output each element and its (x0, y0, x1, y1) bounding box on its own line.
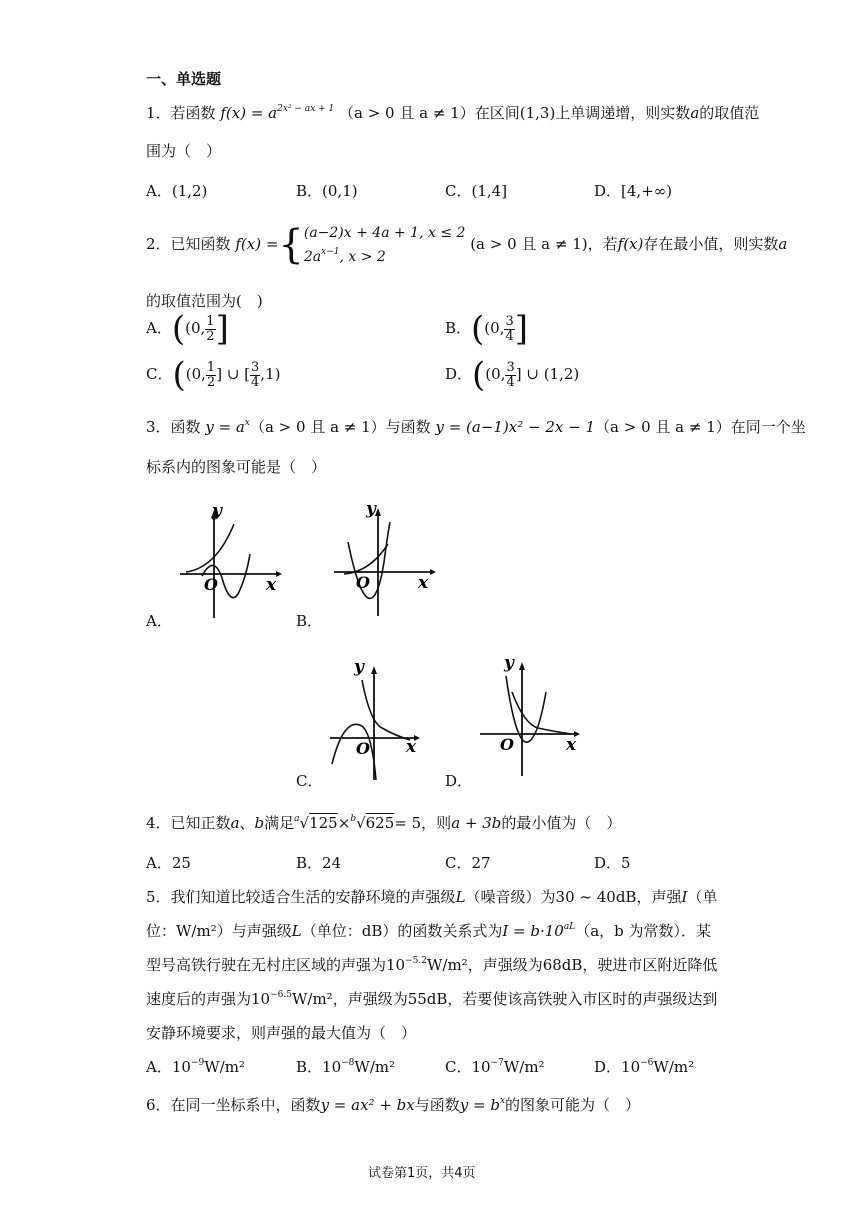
origin-label: O (204, 575, 218, 594)
stem-text: （单位：dB）的函数关系式为 (301, 922, 503, 940)
question-1-line-2: 围为（ ） (146, 142, 222, 160)
x-arrow-icon (430, 569, 436, 575)
decibel: 55dB (407, 990, 448, 1008)
interval-open: ( (171, 309, 186, 349)
root-index: b (350, 814, 357, 824)
exponential-curve (362, 680, 410, 740)
option-text: [4,+∞) (621, 182, 673, 200)
condition: （a > 0 且 a ≠ 1） (339, 104, 475, 122)
question-5-line-2 (146, 920, 711, 941)
option-letter: A． (146, 182, 172, 200)
question-5-line-3 (146, 954, 717, 975)
y-arrow-icon (375, 508, 381, 516)
formula: I = b·10 (502, 922, 564, 940)
power-base: 10 (386, 956, 406, 974)
exponent: x (244, 418, 250, 428)
x-label: x (266, 575, 277, 595)
fraction (206, 361, 216, 390)
piecewise (304, 224, 466, 267)
condition: （a > 0 且 a ≠ 1） (595, 418, 731, 436)
unit: W/m² (653, 1058, 695, 1076)
variable: a (778, 235, 788, 253)
origin-label: O (500, 735, 514, 754)
interval-start: (0, (484, 319, 505, 337)
option-b[interactable]: B． (296, 612, 323, 630)
option-letter: C． (146, 365, 173, 383)
exponent: −6 (640, 1058, 654, 1068)
exponent: −6.5 (270, 990, 292, 1000)
variable-i: I (681, 888, 688, 906)
question-4-line-1: 4．已知正数a、b满足$^a$√125×$^b$√625= 5，则a + 3b的最小值为（ ） (146, 814, 622, 832)
exponential-curve (344, 544, 388, 574)
option-b[interactable] (296, 1056, 395, 1077)
question-1-line-1 (146, 102, 759, 123)
piece-2-tail: , x > 2 (339, 248, 386, 265)
stem-text: 与函数 (414, 1096, 460, 1114)
condition: (a > 0 且 a ≠ 1)，若 (470, 235, 618, 253)
denominator: 4 (251, 374, 260, 390)
interval-close: ] (514, 309, 529, 349)
interval-start: (0, (485, 365, 506, 383)
interval-end: ,1) (260, 365, 281, 383)
stem-text: ，声强级为 (467, 956, 543, 974)
question-3-line-2: 标系内的图象可能是（ ） (146, 458, 327, 476)
page-footer: 试卷第1页，共4页 (368, 1166, 476, 1181)
question-5-line-1 (146, 886, 717, 907)
option-a[interactable] (146, 180, 207, 201)
option-d[interactable]: D． (445, 772, 473, 790)
graph-c (326, 656, 426, 784)
function-expr: y = a (205, 418, 245, 436)
option-a[interactable] (146, 852, 191, 873)
radicand: 625 (365, 814, 395, 832)
fraction (250, 361, 260, 390)
option-letter: A． (146, 1058, 172, 1076)
stem-text: 函数 (170, 418, 201, 436)
stem-text: ）与声强级 (216, 922, 292, 940)
exponent: −7 (490, 1058, 504, 1068)
root-index: a (294, 814, 300, 824)
stem-text: 上单调递增，则实数 (555, 104, 691, 122)
separator: 、 (239, 814, 255, 832)
stem-text: ，声强 (636, 888, 682, 906)
stem-text: 在区间 (474, 104, 520, 122)
interval-start: (0, (185, 365, 206, 383)
fraction (505, 361, 515, 390)
option-a[interactable] (146, 1056, 245, 1077)
stem-text: ，声强级为 (332, 990, 408, 1008)
y-label: y (504, 653, 514, 673)
option-text: (1,4] (471, 182, 508, 200)
times-sign: × (337, 814, 351, 832)
option-c[interactable] (445, 1056, 545, 1077)
option-letter: B． (296, 1058, 323, 1076)
option-text: (0,1) (322, 182, 358, 200)
unit: W/m² (354, 1058, 396, 1076)
stem-text: ，若要使该高铁驶入市区时的声强级达到 (447, 990, 718, 1008)
denominator: 2 (206, 328, 215, 344)
option-letter: A． (146, 319, 172, 337)
stem-text: 存在最小值，则实数 (643, 235, 779, 253)
x-arrow-icon (276, 571, 282, 577)
function-expr: y = ax² + bx (320, 1096, 415, 1114)
option-c[interactable] (146, 355, 281, 395)
exponent: −9 (190, 1058, 205, 1068)
interval-start: (0, (185, 319, 206, 337)
question-2-line-2: 的取值范围为( ) (146, 292, 263, 310)
y-arrow-icon (371, 666, 377, 674)
question-5-line-5: 安静环境要求，则声强的最大值为（ ） (146, 1024, 417, 1042)
numerator: 1 (206, 359, 216, 375)
piece-2-base: 2a (303, 248, 322, 265)
variable-a: a (230, 814, 240, 832)
equals: = 5 (394, 814, 422, 832)
exponential-curve (186, 524, 234, 572)
option-a[interactable]: A． (146, 612, 172, 630)
stem-text: （单 (687, 888, 718, 906)
option-letter: A． (146, 854, 172, 872)
question-number: 5． (146, 888, 171, 906)
option-letter: C． (445, 182, 472, 200)
stem-text: 速度后的声强为 (146, 990, 252, 1008)
interval: (1,3) (519, 104, 556, 122)
function-expr: f(x) = a (220, 104, 278, 122)
radicand: 125 (309, 814, 338, 832)
option-c[interactable] (445, 852, 491, 873)
origin-label: O (356, 739, 370, 758)
stem-text: 若函数 (170, 104, 216, 122)
stem-text: ，则 (421, 814, 452, 832)
variable: a (690, 104, 700, 122)
question-3-line-1 (146, 416, 806, 437)
union: ] ∪ [ (216, 365, 251, 383)
power-base: 10 (322, 1058, 342, 1076)
left-brace: { (278, 222, 304, 268)
option-text: 5 (621, 854, 631, 872)
stem-text: 型号高铁行驶在无村庄区域的声强为 (146, 956, 387, 974)
question-number: 1． (146, 104, 171, 122)
option-d[interactable] (594, 852, 631, 873)
exponent: x (499, 1096, 506, 1106)
question-number: 3． (146, 418, 171, 436)
option-c[interactable] (445, 180, 507, 201)
condition: （a > 0 且 a ≠ 1） (249, 418, 386, 436)
power-base: 10 (171, 1058, 191, 1076)
option-c[interactable]: C． (296, 772, 323, 790)
stem-text: 我们知道比较适合生活的安静环境的声强级 (170, 888, 456, 906)
range: 30 ~ 40dB (555, 888, 637, 906)
stem-text: （a，b 为常数）．某 (575, 922, 712, 940)
interval-end: ] ∪ (1,2) (515, 365, 580, 383)
parabola-curve (506, 676, 546, 742)
function-expr: y = b (459, 1096, 500, 1114)
piece-1: (a−2)x + 4a + 1, x ≤ 2 (303, 224, 466, 241)
stem-text: 位： (146, 922, 177, 940)
interval-open: ( (471, 309, 485, 349)
denominator: 2 (206, 374, 216, 390)
stem-text: 的取值范 (699, 104, 760, 122)
y-label: y (212, 501, 222, 521)
question-number: 2． (146, 235, 171, 253)
fraction (504, 315, 514, 344)
option-d[interactable] (594, 1056, 694, 1077)
unit: W/m² (503, 1058, 545, 1076)
option-letter: B． (445, 319, 472, 337)
y-arrow-icon (519, 662, 525, 670)
option-b[interactable] (296, 180, 358, 201)
option-letter: D． (594, 854, 622, 872)
x-label: x (418, 573, 429, 593)
graph-b (330, 492, 440, 620)
y-label: y (354, 657, 364, 677)
interval-open: ( (472, 355, 486, 395)
stem-text: ，驶进市区附近降低 (582, 956, 718, 974)
variable-l: L (455, 888, 466, 906)
stem-text: 与函数 (385, 418, 431, 436)
piece-2-exp: x−1 (321, 246, 340, 257)
section-title: 一、单选题 (146, 70, 222, 88)
stem-text: 已知函数 (170, 235, 231, 253)
x-label: x (406, 737, 417, 757)
exponent: aL (563, 922, 576, 932)
unit: W/m² (204, 1058, 245, 1076)
origin-label: O (356, 573, 370, 592)
question-5-line-4 (146, 988, 717, 1009)
option-letter: D． (594, 1058, 622, 1076)
expression: a + 3b (451, 814, 502, 832)
stem-text: 在同一个坐 (730, 418, 806, 436)
option-letter: C． (445, 854, 472, 872)
stem-text: 已知正数 (170, 814, 231, 832)
option-b[interactable] (445, 309, 529, 349)
decibel: 68dB (542, 956, 583, 974)
option-b[interactable] (296, 852, 341, 873)
interval-open: ( (172, 355, 186, 395)
question-6-line-1 (146, 1094, 640, 1115)
function-expr: f(x) = (235, 235, 279, 253)
option-d[interactable] (594, 180, 672, 201)
y-label: y (366, 499, 376, 519)
option-a[interactable] (146, 309, 229, 349)
stem-text: 满足 (264, 814, 295, 832)
unit: W/m² (291, 990, 333, 1008)
variable-l: L (291, 922, 302, 940)
exponent: −8 (341, 1058, 355, 1068)
option-text: 24 (322, 854, 342, 872)
stem-text: 的图象可能为（ ） (505, 1096, 641, 1114)
numerator: 3 (505, 313, 514, 329)
denominator: 4 (506, 374, 515, 390)
power-base: 10 (251, 990, 271, 1008)
graph-a (176, 494, 286, 622)
fraction (205, 315, 215, 344)
stem-text: （噪音级）为 (465, 888, 556, 906)
option-letter: B． (296, 182, 323, 200)
power-base: 10 (621, 1058, 641, 1076)
variable-b: b (254, 814, 265, 832)
question-number: 4． (146, 814, 171, 832)
option-d[interactable] (445, 355, 580, 395)
graph-d (476, 652, 586, 780)
question-2-line-1 (146, 222, 787, 268)
power-base: 10 (471, 1058, 491, 1076)
unit: W/m² (426, 956, 468, 974)
function-expr: y = (a−1)x² − 2x − 1 (435, 418, 596, 436)
numerator: 3 (251, 359, 260, 375)
option-text: 27 (471, 854, 491, 872)
option-letter: C． (445, 1058, 472, 1076)
numerator: 3 (506, 359, 515, 375)
stem-text: 在同一坐标系中，函数 (170, 1096, 321, 1114)
option-letter: D． (445, 365, 473, 383)
option-letter: B． (296, 854, 323, 872)
question-number: 6． (146, 1096, 171, 1114)
option-text: 25 (171, 854, 191, 872)
x-label: x (566, 735, 577, 755)
option-letter: D． (594, 182, 622, 200)
function-expr: f(x) (617, 235, 644, 253)
interval-close: ] (215, 309, 229, 349)
unit: W/m² (176, 922, 217, 940)
exponent: 2x² − ax + 1 (277, 104, 335, 114)
stem-text: 的最小值为（ ） (501, 814, 622, 832)
numerator: 1 (206, 313, 215, 329)
exponent: −5.2 (405, 956, 427, 966)
denominator: 4 (505, 328, 514, 344)
option-text: (1,2) (171, 182, 208, 200)
piece-2 (304, 243, 466, 267)
